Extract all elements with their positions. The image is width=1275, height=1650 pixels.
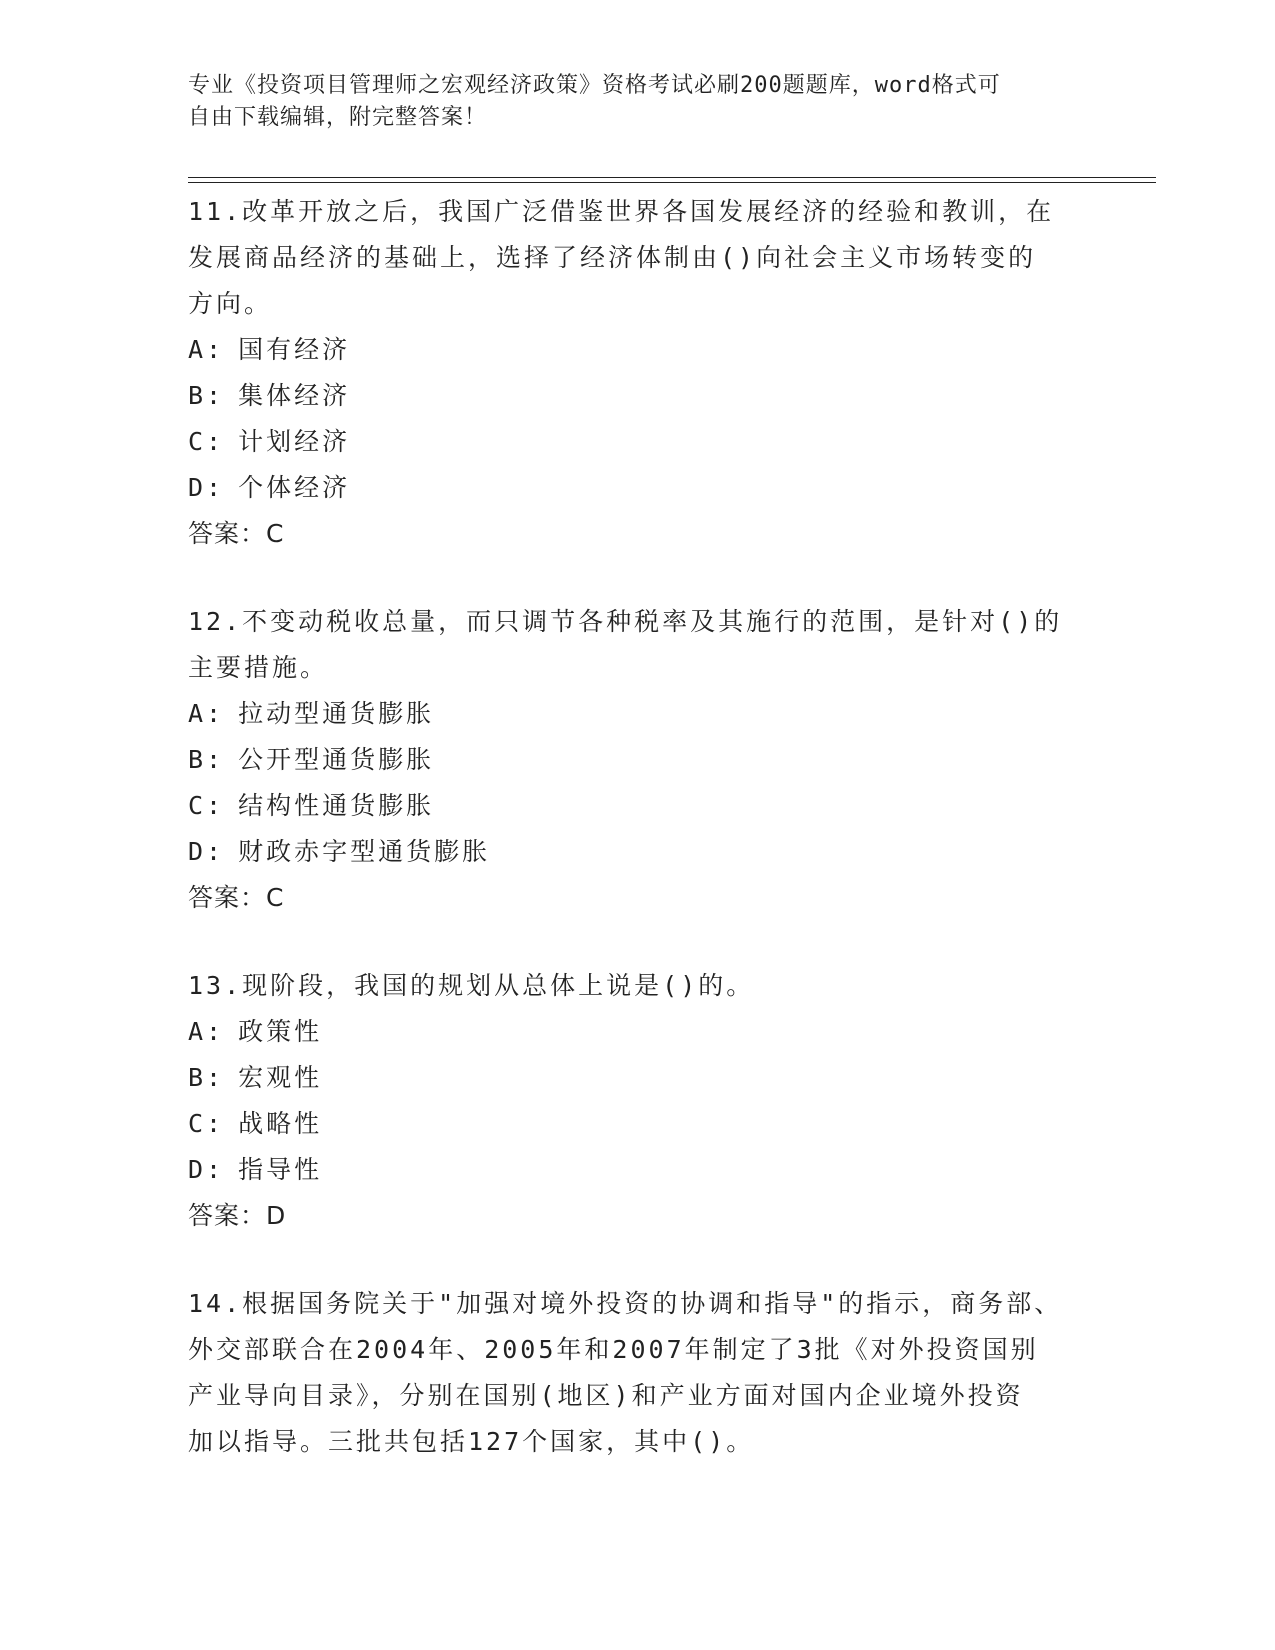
option-text: 计划经济 [238, 427, 351, 456]
stem-line: 11.改革开放之后，我国广泛借鉴世界各国发展经济的经验和教训，在 [188, 197, 1055, 226]
answer-line [188, 511, 1088, 557]
header-divider-top [188, 177, 1156, 178]
answer-label: 答案： [188, 883, 267, 912]
document-header [188, 70, 1068, 134]
option-b [188, 373, 1088, 419]
stem-line: 方向。 [188, 289, 273, 318]
answer-value: C [266, 519, 285, 548]
option-c [188, 1101, 1088, 1147]
option-text: 政策性 [238, 1017, 323, 1046]
question-14 [188, 1281, 1088, 1465]
option-a [188, 327, 1088, 373]
option-letter: A: [188, 699, 225, 728]
option-text: 指导性 [238, 1155, 323, 1184]
stem-line: 发展商品经济的基础上，选择了经济体制由()向社会主义市场转变的 [188, 243, 1037, 272]
answer-value: C [266, 883, 285, 912]
option-text: 财政赤字型通货膨胀 [238, 837, 491, 866]
option-text: 集体经济 [238, 381, 351, 410]
option-text: 宏观性 [238, 1063, 323, 1092]
stem-line: 12.不变动税收总量，而只调节各种税率及其施行的范围，是针对()的 [188, 607, 1063, 636]
header-line-2: 自由下载编辑，附完整答案！ [188, 105, 488, 130]
answer-line [188, 1193, 1088, 1239]
question-list [188, 189, 1088, 1507]
answer-label: 答案： [188, 519, 267, 548]
option-a [188, 1009, 1088, 1055]
question-stem [188, 599, 1088, 691]
option-b [188, 737, 1088, 783]
option-letter: C: [188, 1109, 225, 1138]
option-letter: D: [188, 473, 225, 502]
question-stem [188, 1281, 1088, 1465]
option-d [188, 829, 1088, 875]
answer-value: D [266, 1201, 287, 1230]
stem-line: 主要措施。 [188, 653, 329, 682]
option-c [188, 419, 1088, 465]
option-b [188, 1055, 1088, 1101]
question-stem [188, 963, 1088, 1009]
question-13 [188, 963, 1088, 1239]
option-letter: B: [188, 381, 225, 410]
answer-label: 答案： [188, 1201, 267, 1230]
question-stem [188, 189, 1088, 327]
option-letter: C: [188, 427, 225, 456]
stem-line: 产业导向目录》，分别在国别(地区)和产业方面对国内企业境外投资 [188, 1381, 1024, 1410]
answer-line [188, 875, 1088, 921]
option-letter: D: [188, 1155, 225, 1184]
option-a [188, 691, 1088, 737]
option-letter: A: [188, 1017, 225, 1046]
question-11 [188, 189, 1088, 557]
option-letter: D: [188, 837, 225, 866]
question-12 [188, 599, 1088, 921]
option-c [188, 783, 1088, 829]
option-letter: B: [188, 745, 225, 774]
option-text: 国有经济 [238, 335, 351, 364]
option-text: 拉动型通货膨胀 [238, 699, 435, 728]
option-text: 公开型通货膨胀 [238, 745, 435, 774]
option-d [188, 1147, 1088, 1193]
option-text: 结构性通货膨胀 [238, 791, 435, 820]
option-text: 战略性 [238, 1109, 323, 1138]
option-text: 个体经济 [238, 473, 351, 502]
stem-line: 14.根据国务院关于"加强对境外投资的协调和指导"的指示，商务部、 [188, 1289, 1063, 1318]
stem-line: 加以指导。三批共包括127个国家，其中()。 [188, 1427, 755, 1456]
option-d [188, 465, 1088, 511]
stem-line: 13.现阶段，我国的规划从总体上说是()的。 [188, 971, 755, 1000]
option-letter: B: [188, 1063, 225, 1092]
option-letter: A: [188, 335, 225, 364]
option-letter: C: [188, 791, 225, 820]
stem-line: 外交部联合在2004年、2005年和2007年制定了3批《对外投资国别 [188, 1335, 1039, 1364]
header-line-1: 专业《投资项目管理师之宏观经济政策》资格考试必刷200题题库，word格式可 [188, 73, 1001, 98]
header-divider-bottom [188, 182, 1156, 183]
